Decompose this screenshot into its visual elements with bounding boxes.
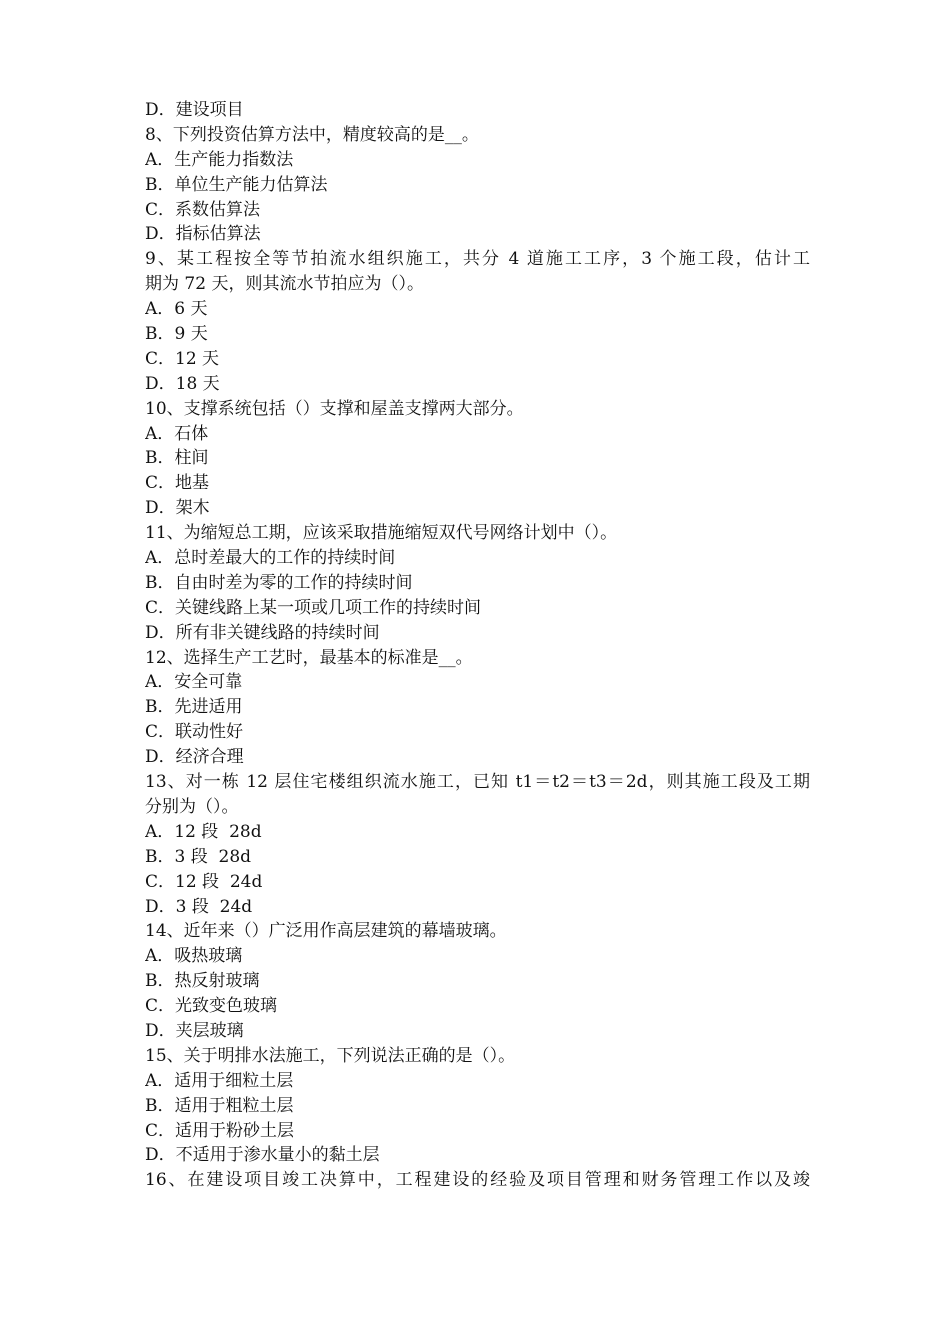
question-line: 11、为缩短总工期，应该采取措施缩短双代号网络计划中（）。 (145, 523, 618, 544)
option-line: A．生产能力指数法 (145, 149, 294, 170)
option-line: A．适用于细粒土层 (145, 1070, 294, 1091)
question-line: 16、在建设项目竣工决算中，工程建设的经验及项目管理和财务管理工作以及竣 (145, 1170, 810, 1191)
question-line: 期为 72 天，则其流水节拍应为（）。 (145, 274, 424, 295)
option-line: B．自由时差为零的工作的持续时间 (145, 572, 413, 593)
option-line: C．光致变色玻璃 (145, 996, 278, 1017)
option-line: A．12 段 28d (145, 821, 262, 842)
option-line: C．12 天 (145, 348, 220, 369)
option-line: B．先进适用 (145, 697, 243, 718)
option-line: C．地基 (145, 473, 210, 494)
option-line: D．所有非关键线路的持续时间 (145, 622, 380, 643)
question-line: 15、关于明排水法施工，下列说法正确的是（）。 (145, 1045, 516, 1066)
question-line: 9、某工程按全等节拍流水组织施工，共分 4 道施工工序，3 个施工段，估计工 (145, 249, 810, 270)
question-line: 12、选择生产工艺时，最基本的标准是__。 (145, 647, 473, 668)
option-line: A．安全可靠 (145, 672, 243, 693)
option-line: A．6 天 (145, 299, 208, 320)
option-line: D．3 段 24d (145, 896, 253, 917)
option-line: B．热反射玻璃 (145, 971, 260, 992)
option-line: B．单位生产能力估算法 (145, 174, 328, 195)
question-line: 13、对一栋 12 层住宅楼组织流水施工，已知 t1＝t2＝t3＝2d，则其施工段及工期 (145, 772, 810, 793)
question-line: 8、下列投资估算方法中，精度较高的是__。 (145, 124, 479, 145)
option-line: D．夹层玻璃 (145, 1020, 244, 1041)
option-line: C．12 段 24d (145, 871, 263, 892)
option-line: D．架木 (145, 498, 210, 519)
option-line: C．适用于粉砂土层 (145, 1120, 295, 1141)
question-line: 10、支撑系统包括（）支撑和屋盖支撑两大部分。 (145, 398, 524, 419)
option-line: A．总时差最大的工作的持续时间 (145, 548, 396, 569)
option-line: D．经济合理 (145, 747, 244, 768)
question-line: 14、近年来（）广泛用作高层建筑的幕墙玻璃。 (145, 921, 507, 942)
option-line: A．吸热玻璃 (145, 946, 243, 967)
option-line: D．建设项目 (145, 100, 244, 120)
option-line: C．关键线路上某一项或几项工作的持续时间 (145, 597, 482, 618)
option-line: B．9 天 (145, 324, 208, 345)
document-body (145, 98, 810, 1193)
option-line: B．适用于粗粒土层 (145, 1095, 294, 1116)
option-line: B．3 段 28d (145, 846, 252, 867)
option-line: A．石体 (145, 423, 209, 444)
option-line: C．系数估算法 (145, 199, 261, 220)
option-line: C．联动性好 (145, 722, 244, 743)
option-line: D．不适用于渗水量小的黏土层 (145, 1145, 380, 1166)
option-line: D．指标估算法 (145, 224, 261, 245)
option-line: D．18 天 (145, 373, 220, 394)
question-line: 分别为（）。 (145, 796, 239, 817)
option-line: B．柱间 (145, 448, 209, 469)
